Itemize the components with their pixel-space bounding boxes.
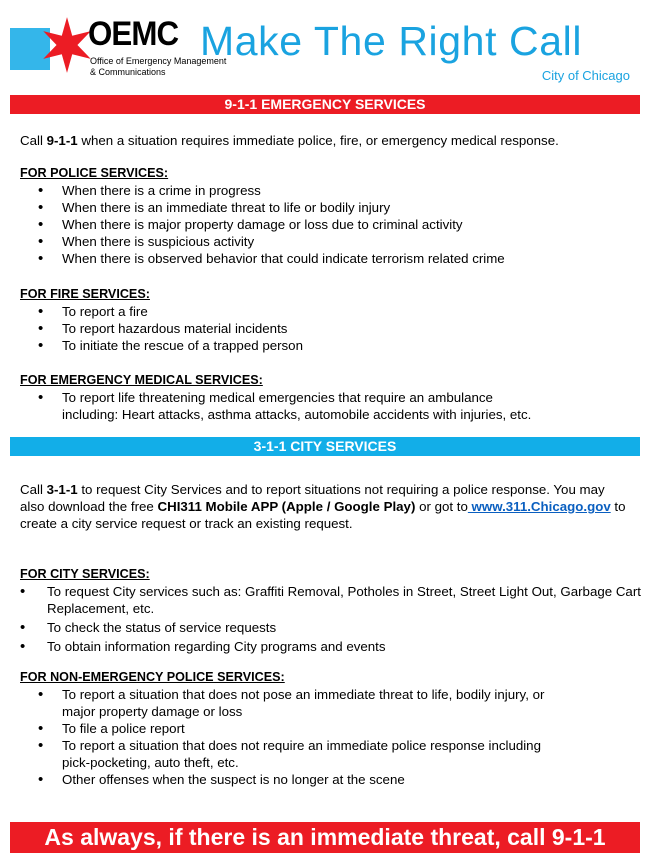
list-item: • To report a fire (38, 303, 303, 320)
list-item: • To initiate the rescue of a trapped person (38, 337, 303, 354)
non-emergency-police-list (38, 686, 544, 788)
fire-services-heading: FOR FIRE SERVICES: (20, 287, 150, 301)
fire-services-list (38, 303, 303, 354)
list-item: • Other offenses when the suspect is no longer at the scene (38, 771, 544, 788)
list-item: • To request City services such as: Graffiti Removal, Potholes in Street, Street Light Out, Garbage Cart Replacement, etc. (20, 583, 641, 617)
emergency-intro: Call 9-1-1 when a situation requires immediate police, fire, or emergency medical response. (20, 133, 559, 148)
list-item: • To report a situation that does not require an immediate police response including pick-pocketing, auto theft, etc. (38, 737, 544, 771)
city-services-list (20, 583, 641, 655)
chi311-app-name: CHI311 Mobile APP (Apple / Google Play) (157, 499, 416, 514)
city-services-intro: Call 3-1-1 to request City Services and to report situations not requiring a police response. You may also download the free CHI311 Mobile APP (Apple / Google Play) or got to www.311.Chicago.gov to create a city service request or track an existing request. (20, 482, 626, 531)
non-emergency-police-heading: FOR NON-EMERGENCY POLICE SERVICES: (20, 670, 285, 684)
list-item: • To report hazardous material incidents (38, 320, 303, 337)
chicago-311-link[interactable]: www.311.Chicago.gov (467, 499, 611, 514)
oemc-logo (10, 14, 227, 78)
immediate-threat-banner: As always, if there is an immediate threat, call 9-1-1 (10, 822, 640, 853)
list-item: • When there is major property damage or loss due to criminal activity (38, 216, 505, 233)
list-item: • To report a situation that does not pose an immediate threat to life, bodily injury, or major property damage or loss (38, 686, 544, 720)
logo-subtitle: Office of Emergency Management & Communications (90, 56, 227, 77)
list-item: • To obtain information regarding City programs and events (20, 638, 641, 655)
police-services-list (38, 182, 505, 267)
list-item: • To check the status of service requests (20, 619, 641, 636)
page-title: Make The Right Call (200, 18, 583, 64)
list-item: • When there is suspicious activity (38, 233, 505, 250)
ems-heading: FOR EMERGENCY MEDICAL SERVICES: (20, 373, 263, 387)
list-item: • When there is an immediate threat to life or bodily injury (38, 199, 505, 216)
list-item: • When there is observed behavior that could indicate terrorism related crime (38, 250, 505, 267)
city-services-banner: 3-1-1 CITY SERVICES (10, 437, 640, 456)
emergency-services-banner: 9-1-1 EMERGENCY SERVICES (10, 95, 640, 114)
police-services-heading: FOR POLICE SERVICES: (20, 166, 169, 180)
logo-wordmark: OEMC (88, 15, 179, 53)
ems-list (38, 389, 531, 423)
list-item: • When there is a crime in progress (38, 182, 505, 199)
list-item: • To report life threatening medical emergencies that require an ambulance including: Heart attacks, asthma attacks, automobile accidents with injuries, etc. (38, 389, 531, 423)
page-header (0, 0, 650, 92)
city-services-heading: FOR CITY SERVICES: (20, 567, 150, 581)
list-item: • To file a police report (38, 720, 544, 737)
city-label: City of Chicago (541, 68, 630, 83)
